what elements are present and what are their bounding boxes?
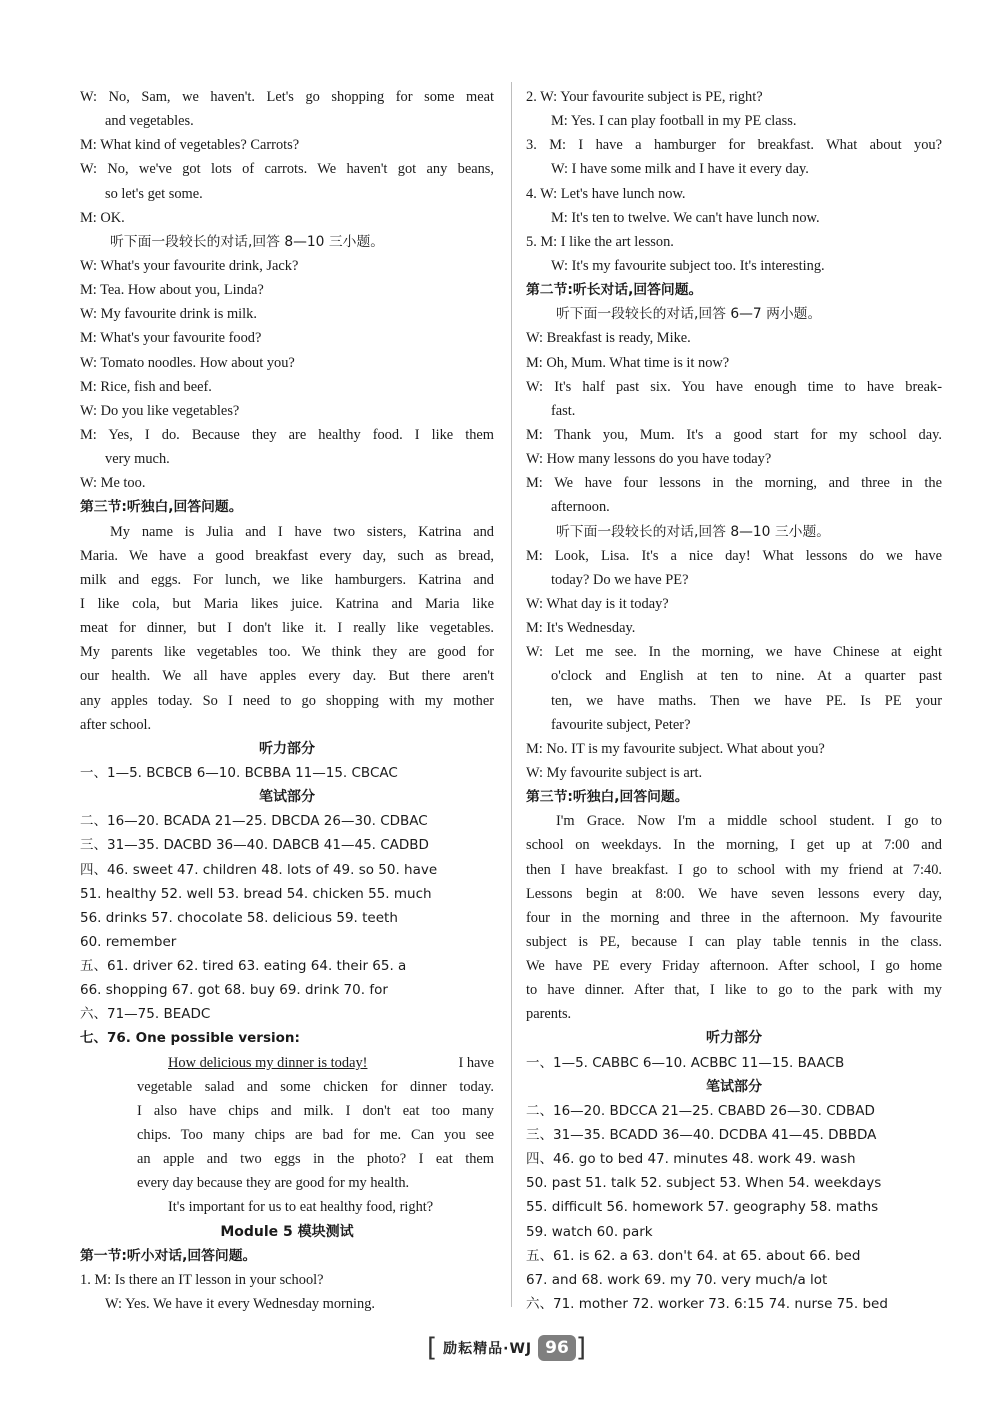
left-text-line: W: My favourite drink is milk.	[80, 306, 257, 323]
right-column	[526, 85, 942, 1316]
right-text-line: 听下面一段较长的对话,回答 6—7 两小题。	[556, 306, 822, 323]
right-text-line: 5. M: I like the art lesson.	[526, 233, 674, 250]
left-text-line: 51. healthy 52. well 53. bread 54. chicken 55. much	[80, 885, 432, 902]
right-text-line: four in the morning and three in the afternoon. My favourite	[526, 909, 942, 926]
right-text-line: 67. and 68. work 69. my 70. very much/a lot	[526, 1271, 828, 1288]
left-text-line: M: What kind of vegetables? Carrots?	[80, 137, 300, 154]
right-text-line: 4. W: Let's have lunch now.	[526, 185, 686, 202]
right-text-line: o'clock and English at ten to nine. At a quarter past	[551, 668, 942, 685]
right-text-line: 第三节:听独白,回答问题。	[526, 789, 689, 806]
left-text-line: 66. shopping 67. got 68. buy 69. drink 70. for	[80, 982, 388, 999]
footer-brand: 励耘精品·WJ	[443, 1341, 533, 1357]
right-text-line: 六、71. mother 72. worker 73. 6:15 74. nurse 75. bed	[526, 1296, 888, 1313]
left-text-line: 笔试部分	[259, 789, 315, 806]
left-text-line: W: Me too.	[80, 475, 146, 492]
left-text-line: so let's get some.	[105, 185, 203, 202]
left-text-line: I also have chips and milk. I don't eat too many	[137, 1102, 494, 1119]
right-text-line: 二、16—20. BDCCA 21—25. CBABD 26—30. CDBAD	[526, 1102, 875, 1119]
left-column	[80, 85, 494, 1316]
right-text-line: We have PE every Friday afternoon. After school, I go home	[526, 958, 942, 975]
left-text-line: an apple and two eggs in the photo? I eat them	[137, 1151, 494, 1168]
left-text-line: meat for dinner, but I don't like it. I really like vegetables.	[80, 620, 494, 637]
right-text-line: 听力部分	[706, 1030, 762, 1047]
right-text-line: W: Let me see. In the morning, we have Chinese at eight	[526, 644, 942, 661]
left-text-line: W: No, Sam, we haven't. Let's go shopping for some meat	[80, 89, 494, 105]
left-text-line	[80, 1051, 494, 1075]
right-text-line: 50. past 51. talk 52. subject 53. When 54. weekdays	[526, 1175, 882, 1192]
right-text-line: W: It's my favourite subject too. It's interesting.	[551, 257, 825, 274]
left-text-line: and vegetables.	[105, 113, 194, 130]
page-number: 96	[538, 1335, 576, 1361]
left-text-line: 56. drinks 57. chocolate 58. delicious 59. teeth	[80, 909, 398, 926]
left-text-line: M: OK.	[80, 209, 125, 226]
left-text-line: 一、1—5. BCBCB 6—10. BCBBA 11—15. CBCAC	[80, 764, 398, 781]
right-text-line: M: No. IT is my favourite subject. What about you?	[526, 740, 825, 757]
left-text-line: our health. We all have apples every day. But there aren't	[80, 668, 494, 685]
right-text-line: Lessons begin at 8:00. We have seven lessons every day,	[526, 885, 942, 902]
left-text-line: W: Tomato noodles. How about you?	[80, 354, 295, 371]
right-text-line: parents.	[526, 1006, 572, 1023]
right-text-line: 五、61. is 62. a 63. don't 64. at 65. about 66. bed	[526, 1247, 861, 1264]
right-text-line: 2. W: Your favourite subject is PE, right?	[526, 89, 763, 105]
left-text-line: every day because they are good for my health.	[137, 1175, 410, 1192]
left-text-line: My name is Julia and I have two sisters, Katrina and	[110, 523, 494, 540]
essay-title-rest: I have	[458, 1054, 494, 1071]
right-text-line: W: It's half past six. You have enough time to have break-	[526, 378, 942, 395]
right-text-line: favourite subject, Peter?	[551, 716, 691, 733]
right-text-line: W: Breakfast is ready, Mike.	[526, 330, 691, 347]
right-text-line: then I have breakfast. I go to school with my friend at 7:40.	[526, 861, 942, 878]
right-text-line: M: It's Wednesday.	[526, 620, 636, 637]
left-text-line: 四、46. sweet 47. children 48. lots of 49. so 50. have	[80, 861, 438, 878]
left-text-line: 六、71—75. BEADC	[80, 1006, 211, 1023]
right-text-line: 一、1—5. CABBC 6—10. ACBBC 11—15. BAACB	[526, 1054, 845, 1071]
left-text-line: M: Tea. How about you, Linda?	[80, 282, 264, 299]
footer-bracket-left: [	[427, 1333, 438, 1363]
left-text-line: W: Do you like vegetables?	[80, 402, 240, 419]
right-text-line: W: I have some milk and I have it every day.	[551, 161, 809, 178]
column-divider	[511, 82, 512, 1307]
left-text-line: M: Yes, I do. Because they are healthy food. I like them	[80, 426, 494, 443]
right-text-line: 四、46. go to bed 47. minutes 48. work 49. wash	[526, 1151, 856, 1168]
left-text-line: 第一节:听小对话,回答问题。	[80, 1247, 257, 1264]
right-text-line: fast.	[551, 402, 576, 419]
left-text-line: I like cola, but Maria likes juice. Katrina and Maria like	[80, 595, 494, 612]
right-text-line: 听下面一段较长的对话,回答 8—10 三小题。	[556, 523, 831, 540]
right-text-line: M: Thank you, Mum. It's a good start for my school day.	[526, 426, 942, 443]
left-text-line: 三、31—35. DACBD 36—40. DABCB 41—45. CADBD	[80, 837, 429, 854]
left-text-line: any apples today. So I need to go shopping with my mother	[80, 692, 494, 709]
page-footer	[427, 1332, 586, 1364]
left-text-line: M: What's your favourite food?	[80, 330, 262, 347]
left-text-line: very much.	[105, 451, 170, 468]
left-text-line: W: What's your favourite drink, Jack?	[80, 257, 299, 274]
left-text-line: milk and eggs. For lunch, we like hamburgers. Katrina and	[80, 571, 494, 588]
left-text-line: 听下面一段较长的对话,回答 8—10 三小题。	[110, 233, 385, 250]
right-text-line: M: We have four lessons in the morning, and three in the	[526, 475, 942, 492]
left-text-line: chips. Too many chips are bad for me. Can you see	[137, 1127, 494, 1144]
right-text-line: to have dinner. After that, I like to go to the park with my	[526, 982, 942, 999]
right-text-line: 第二节:听长对话,回答问题。	[526, 282, 703, 299]
right-text-line: subject is PE, because I can play table tennis in the class.	[526, 933, 942, 950]
left-text-line: It's important for us to eat healthy food, right?	[168, 1199, 434, 1216]
right-text-line: today? Do we have PE?	[551, 571, 689, 588]
left-text-line: 听力部分	[259, 740, 315, 757]
right-text-line: I'm Grace. Now I'm a middle school student. I go to	[556, 813, 942, 830]
right-text-line: ten, we have maths. Then we have PE. Is PE your	[551, 692, 942, 709]
right-text-line: M: It's ten to twelve. We can't have lunch now.	[551, 209, 820, 226]
left-text-line: 60. remember	[80, 933, 177, 950]
left-text-line: My parents like vegetables too. We think they are good for	[80, 644, 494, 661]
left-text-line: vegetable salad and some chicken for dinner today.	[137, 1078, 494, 1095]
right-text-line: afternoon.	[551, 499, 610, 516]
left-text-line: 第三节:听独白,回答问题。	[80, 499, 243, 516]
right-text-line: school on weekdays. In the morning, I get up at 7:00 and	[526, 837, 942, 854]
right-text-line: 3. M: I have a hamburger for breakfast. What about you?	[526, 137, 942, 154]
left-text-line: Maria. We have a good breakfast every day, such as bread,	[80, 547, 494, 564]
left-text-line: 七、76. One possible version:	[80, 1030, 300, 1047]
right-text-line: W: My favourite subject is art.	[526, 764, 703, 781]
left-text-line: after school.	[80, 716, 152, 733]
right-text-line: M: Oh, Mum. What time is it now?	[526, 354, 730, 371]
right-text-line: 三、31—35. BCADD 36—40. DCDBA 41—45. DBBDA	[526, 1127, 877, 1144]
left-text-line: M: Rice, fish and beef.	[80, 378, 212, 395]
left-text-line: 五、61. driver 62. tired 63. eating 64. their 65. a	[80, 958, 407, 975]
right-text-line: 59. watch 60. park	[526, 1223, 653, 1240]
left-text-line: 二、16—20. BCADA 21—25. DBCDA 26—30. CDBAC	[80, 813, 428, 830]
left-text-line: 1. M: Is there an IT lesson in your school?	[80, 1271, 324, 1288]
right-text-line: W: How many lessons do you have today?	[526, 451, 772, 468]
right-text-line: 笔试部分	[706, 1078, 762, 1095]
right-text-line: M: Yes. I can play football in my PE class.	[551, 113, 797, 130]
right-text-line: M: Look, Lisa. It's a nice day! What lessons do we have	[526, 547, 942, 564]
essay-title-underlined: How delicious my dinner is today!	[168, 1054, 368, 1071]
left-text-line: W: No, we've got lots of carrots. We haven't got any beans,	[80, 161, 494, 178]
footer-bracket-right: ]	[575, 1333, 586, 1363]
left-text-line: W: Yes. We have it every Wednesday morning.	[105, 1296, 375, 1313]
right-text-line: W: What day is it today?	[526, 595, 669, 612]
left-text-line: Module 5 模块测试	[220, 1223, 354, 1240]
right-text-line: 55. difficult 56. homework 57. geography 58. maths	[526, 1199, 879, 1216]
